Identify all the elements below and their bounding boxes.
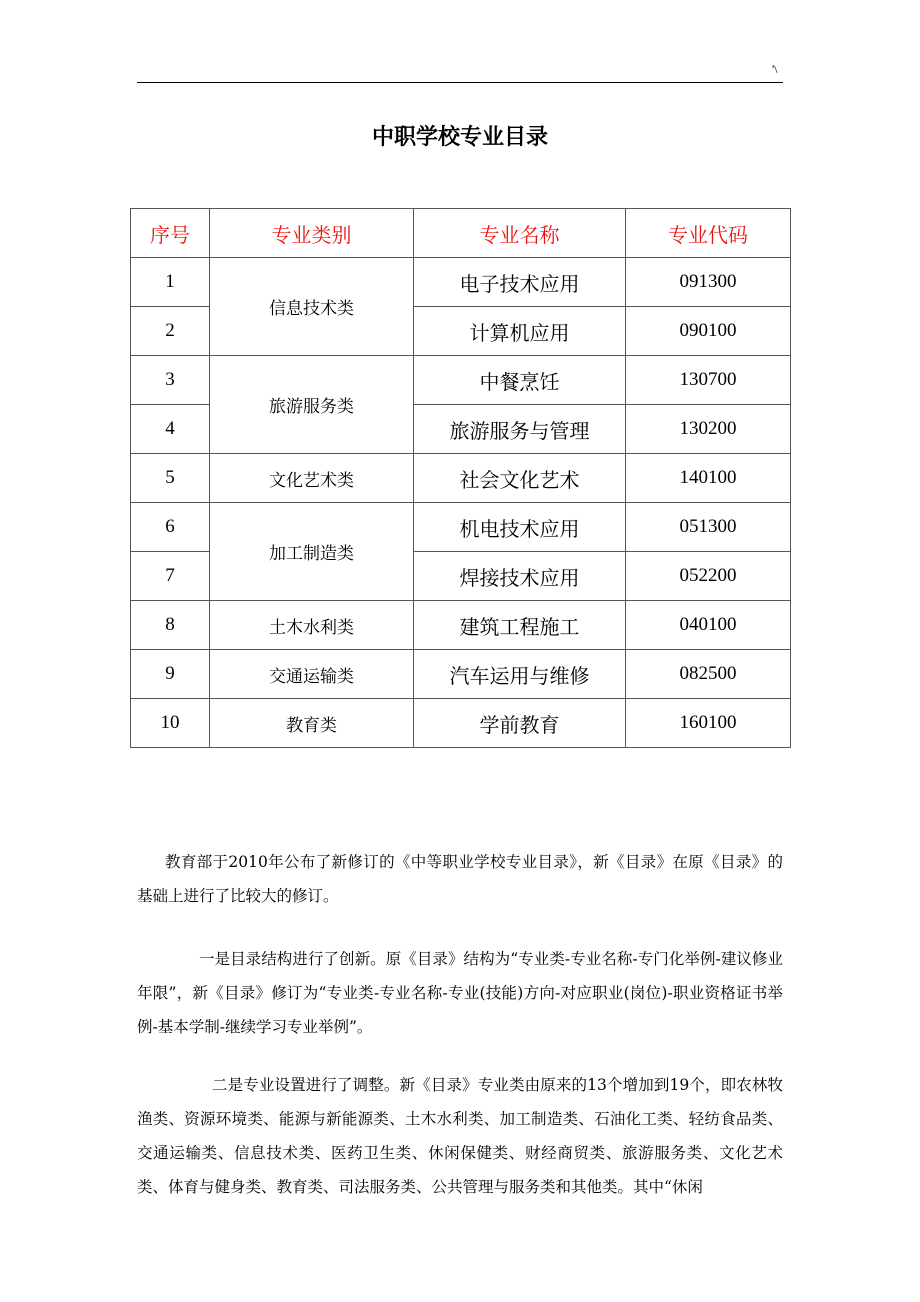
row-name: 电子技术应用 — [414, 258, 626, 307]
row-code: 052200 — [626, 552, 791, 601]
row-category: 信息技术类 — [210, 258, 414, 356]
header-no: 序号 — [131, 209, 210, 258]
header-category: 专业类别 — [210, 209, 414, 258]
table-row — [131, 356, 791, 405]
body-paragraph-intro: 教育部于2010年公布了新修订的《中等职业学校专业目录》，新《目录》在原《目录》的基础上进行了比较大的修订。 — [137, 852, 783, 905]
row-name: 焊接技术应用 — [414, 552, 626, 601]
row-category: 交通运输类 — [210, 650, 414, 699]
row-no: 9 — [131, 650, 210, 699]
body-paragraph-adjustment: 二是专业设置进行了调整。新《目录》专业类由原来的13个增加到19个，即农林牧渔类、资源环境类、能源与新能源类、土木水利类、加工制造类、石油化工类、轻纺食品类、交通运输类、信息技术类、医药卫生类、休闲保健类、财经商贸类、旅游服务类、文化艺术类、体育与健身类、教育类、司法服务类、公共管理与服务类和其他类。其中“休闲 — [137, 1075, 783, 1196]
row-no: 1 — [131, 258, 210, 307]
row-code: 090100 — [626, 307, 791, 356]
row-no: 2 — [131, 307, 210, 356]
row-code: 040100 — [626, 601, 791, 650]
row-category: 教育类 — [210, 699, 414, 748]
row-category: 土木水利类 — [210, 601, 414, 650]
row-no: 3 — [131, 356, 210, 405]
row-name: 旅游服务与管理 — [414, 405, 626, 454]
row-code: 051300 — [626, 503, 791, 552]
header-code: 专业代码 — [626, 209, 791, 258]
row-no: 4 — [131, 405, 210, 454]
table-row — [131, 258, 791, 307]
table-row — [131, 454, 791, 503]
row-name: 中餐烹饪 — [414, 356, 626, 405]
row-name: 建筑工程施工 — [414, 601, 626, 650]
table-row — [131, 650, 791, 699]
header-mark: '\ — [772, 62, 778, 76]
table-row — [131, 503, 791, 552]
row-code: 082500 — [626, 650, 791, 699]
row-category: 文化艺术类 — [210, 454, 414, 503]
row-no: 6 — [131, 503, 210, 552]
row-no: 5 — [131, 454, 210, 503]
row-no: 7 — [131, 552, 210, 601]
row-name: 计算机应用 — [414, 307, 626, 356]
header-name: 专业名称 — [414, 209, 626, 258]
body-paragraph-structure: 一是目录结构进行了创新。原《目录》结构为“专业类-专业名称-专门化举例-建议修业年限”，新《目录》修订为“专业类-专业名称-专业(技能)方向-对应职业(岗位)-职业资格证书举例-基本学制-继续学习专业举例”。 — [137, 949, 783, 1036]
row-code: 140100 — [626, 454, 791, 503]
row-code: 130200 — [626, 405, 791, 454]
table-row — [131, 601, 791, 650]
page-title: 中职学校专业目录 — [371, 125, 548, 150]
row-no: 8 — [131, 601, 210, 650]
row-code: 130700 — [626, 356, 791, 405]
row-name: 学前教育 — [414, 699, 626, 748]
row-code: 160100 — [626, 699, 791, 748]
row-category: 加工制造类 — [210, 503, 414, 601]
header-rule — [137, 82, 783, 83]
row-no: 10 — [131, 699, 210, 748]
row-name: 机电技术应用 — [414, 503, 626, 552]
row-code: 091300 — [626, 258, 791, 307]
row-category: 旅游服务类 — [210, 356, 414, 454]
major-catalog-table — [130, 208, 791, 748]
row-name: 社会文化艺术 — [414, 454, 626, 503]
table-header-row — [131, 209, 791, 258]
table-row — [131, 699, 791, 748]
row-name: 汽车运用与维修 — [414, 650, 626, 699]
